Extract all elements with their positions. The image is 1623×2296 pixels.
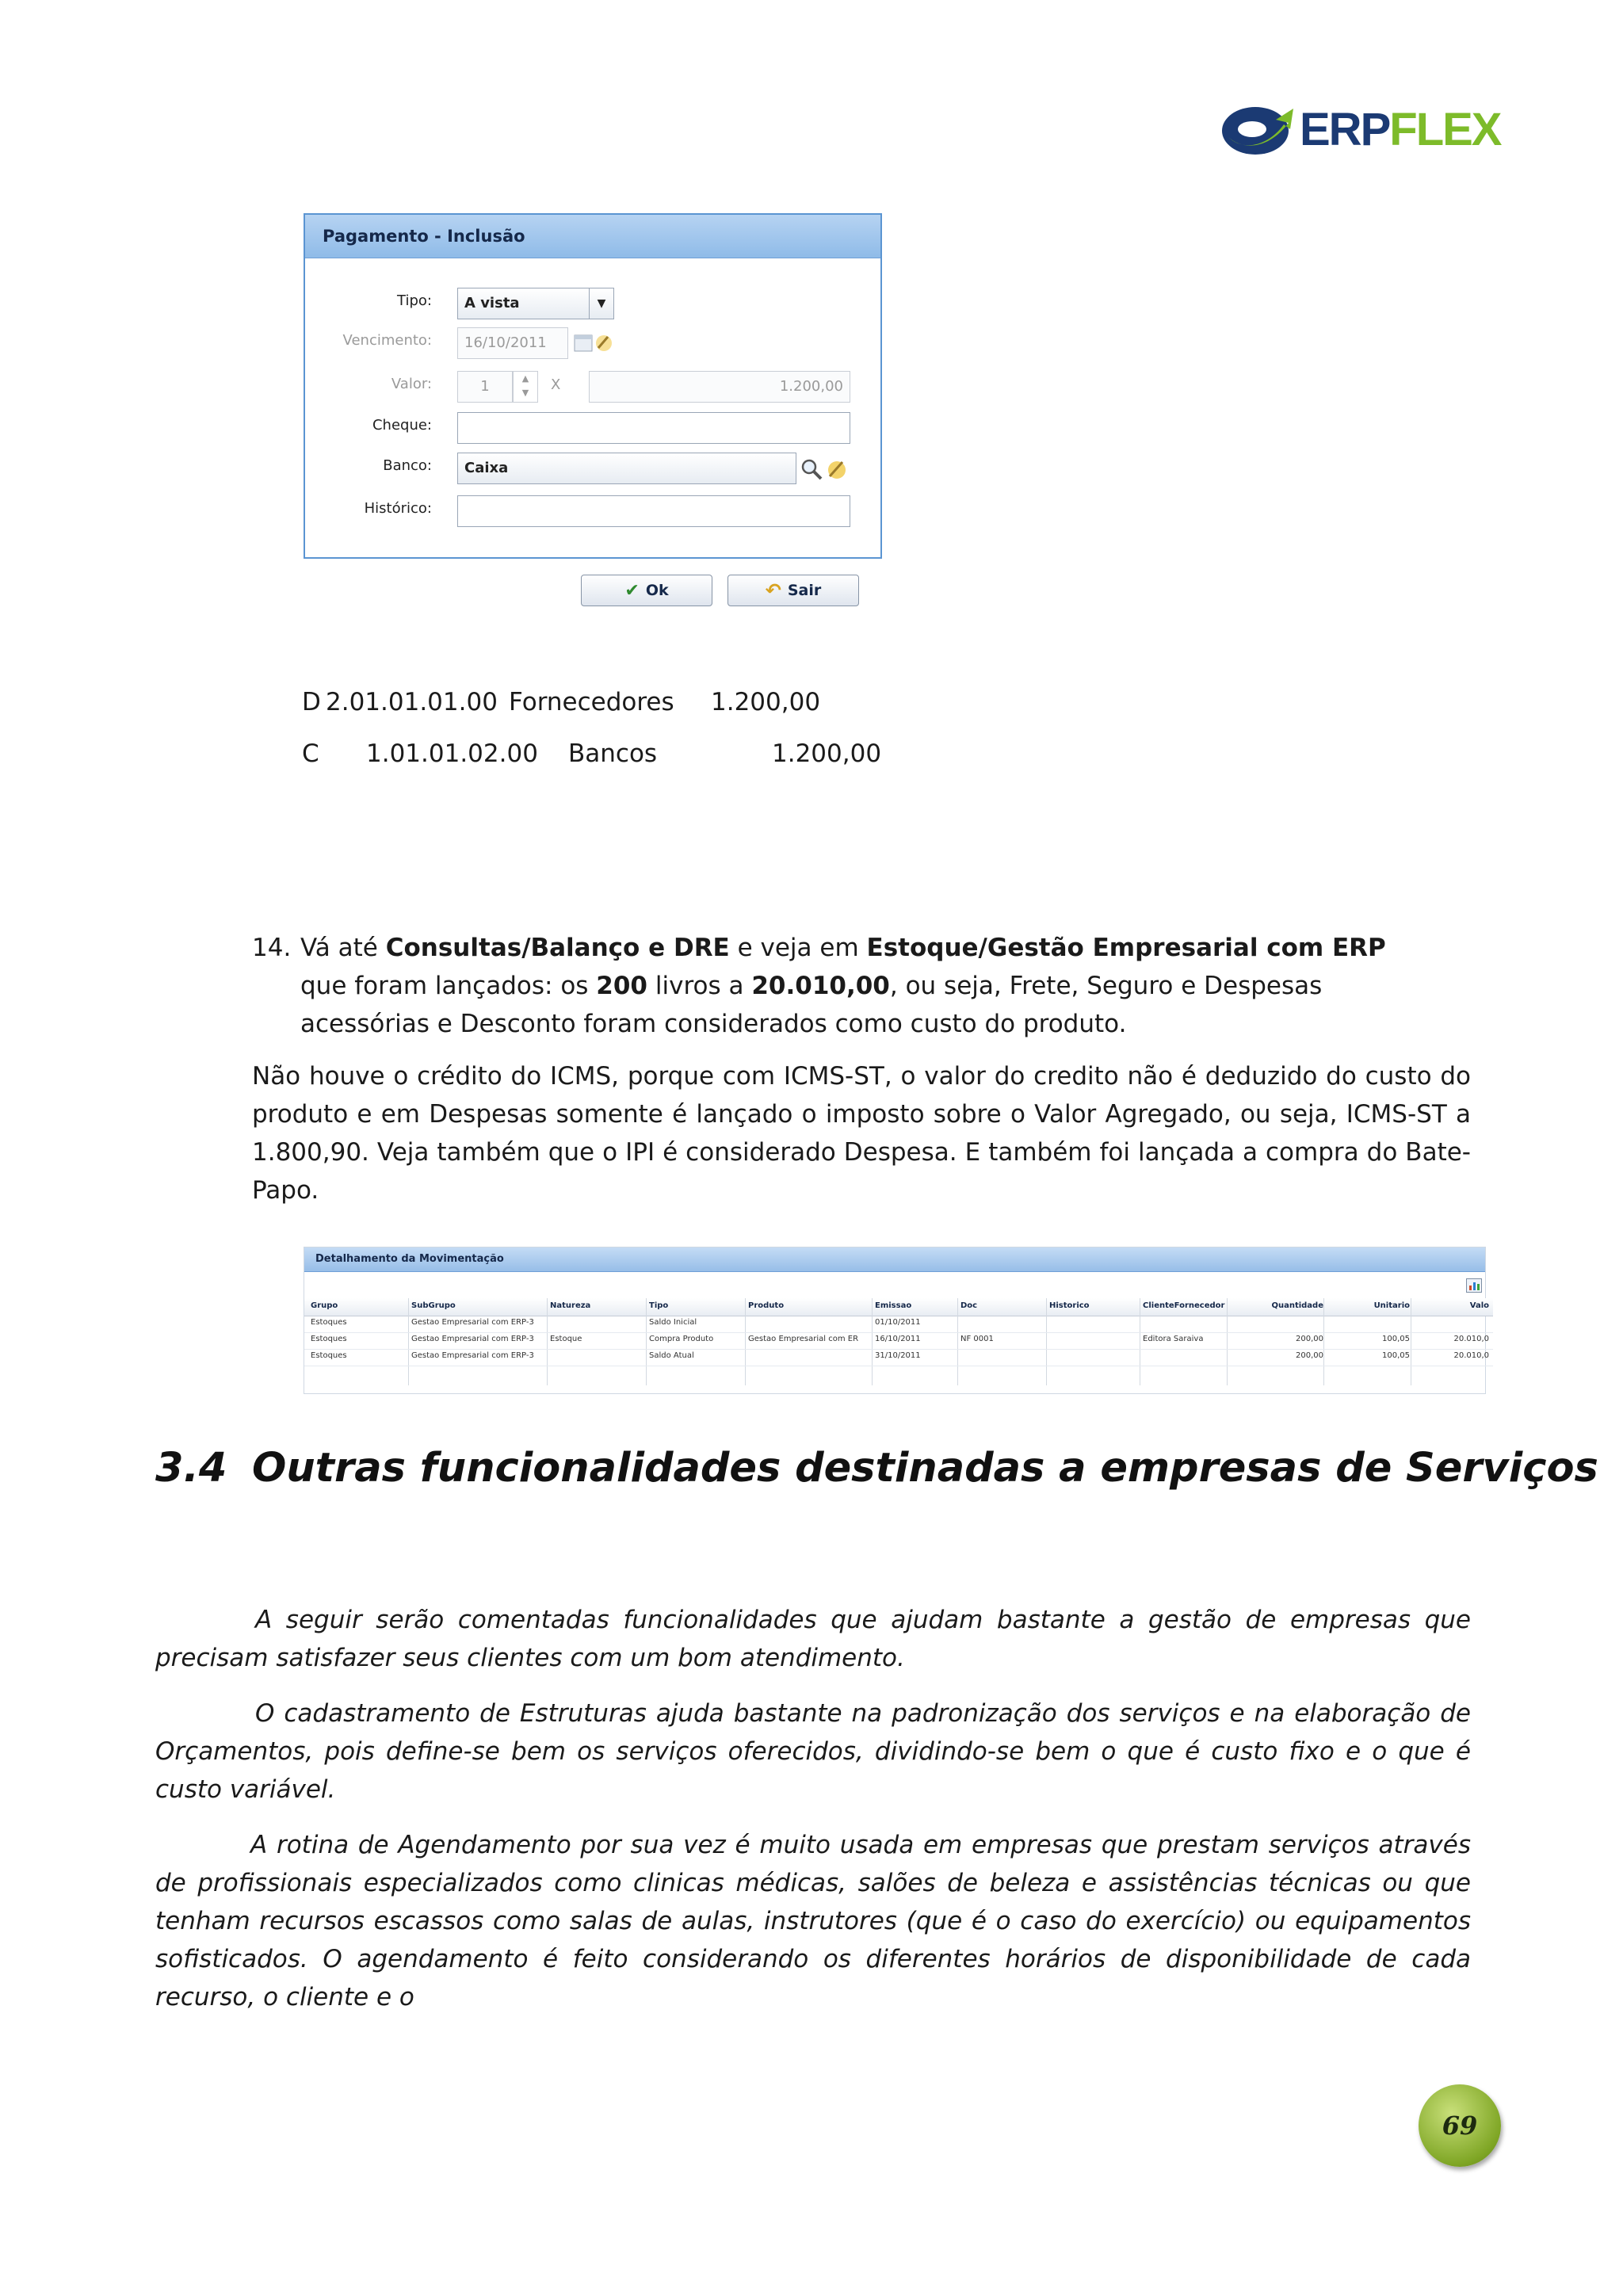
valor-label: Valor: [391, 376, 432, 392]
column-divider [1227, 1298, 1228, 1385]
clear-broom-icon [594, 332, 614, 353]
entry-value: 1.200,00 [711, 688, 821, 716]
checkmark-icon: ✔ [624, 580, 640, 601]
section-heading [155, 1445, 1598, 1492]
table-cell: 200,00 [1296, 1335, 1323, 1343]
vencimento-field: 16/10/2011 [457, 327, 568, 359]
chevron-down-icon[interactable]: ▼ [589, 288, 613, 319]
valor-quantity-field: 1 [457, 371, 513, 403]
table-cell: 100,05 [1382, 1335, 1410, 1343]
quantity-stepper: ▲ ▼ [513, 371, 538, 403]
step-text: livros a [647, 972, 752, 1000]
step-bold: 20.010,00 [751, 972, 890, 1000]
table-cell: 31/10/2011 [875, 1351, 921, 1360]
step-text: Vá até [300, 934, 386, 962]
step-bold: Consultas/Balanço e DRE [385, 934, 730, 962]
column-header[interactable]: Valo [1469, 1301, 1489, 1310]
table-cell: 100,05 [1382, 1351, 1410, 1360]
column-header[interactable]: SubGrupo [411, 1301, 456, 1310]
entry-account: 2.01.01.01.00 [326, 688, 498, 716]
tipo-value: A vista [464, 295, 520, 311]
step-text: , ou seja, Frete, Seguro e Despesas acessórias e Desconto foram considerados como custo do produto. [300, 972, 1323, 1038]
dialog-title: Pagamento - Inclusão [305, 215, 880, 258]
step-bold: 200 [596, 972, 648, 1000]
entry-name: Bancos [568, 739, 658, 768]
section-number: 3.4 [155, 1445, 227, 1492]
table-cell: 20.010,0 [1453, 1335, 1489, 1343]
column-divider [1323, 1298, 1324, 1385]
entry-name: Fornecedores [509, 688, 674, 716]
ok-button[interactable] [581, 575, 712, 606]
step-bold: Estoque/Gestão Empresarial com ERP [866, 934, 1386, 962]
entry-dc: D [302, 688, 321, 716]
table-cell: Gestao Empresarial com ERP-3 [411, 1318, 534, 1327]
historico-input[interactable] [457, 495, 850, 527]
sair-button-label: Sair [787, 582, 822, 599]
dialog-frame [304, 213, 882, 559]
back-arrow-icon: ↶ [765, 579, 781, 602]
entry-value: 1.200,00 [772, 739, 882, 768]
table-cell: Gestao Empresarial com ERP-3 [411, 1335, 534, 1343]
section-title: Outras funcionalidades destinadas a empresas de Serviços [252, 1445, 1598, 1492]
table-cell: 200,00 [1296, 1351, 1323, 1360]
column-header[interactable]: Produto [748, 1301, 785, 1310]
table-cell: Saldo Inicial [649, 1318, 697, 1327]
page-number: 69 [1442, 2111, 1478, 2141]
multiply-sign: X [551, 376, 561, 393]
column-divider [872, 1298, 873, 1385]
table-cell: Estoque [550, 1335, 582, 1343]
row-separator [304, 1349, 1493, 1350]
body-paragraph: A seguir serão comentadas funcionalidades que ajudam bastante a gestão de empresas que precisam satisfazer seus clientes com um bom atendimento. [155, 1606, 1471, 1672]
clear-broom-icon[interactable] [825, 457, 849, 481]
table-cell: Estoques [311, 1351, 347, 1360]
search-icon[interactable] [800, 457, 823, 481]
logo-flex-text: FLEX [1389, 104, 1501, 155]
table-cell: 01/10/2011 [875, 1318, 921, 1327]
column-header[interactable]: Natureza [550, 1301, 591, 1310]
ok-button-label: Ok [645, 582, 669, 599]
cheque-input[interactable] [457, 412, 850, 444]
vencimento-label: Vencimento: [342, 332, 432, 349]
entry-account: 1.01.01.02.00 [366, 739, 538, 768]
column-header[interactable]: Unitario [1373, 1301, 1410, 1310]
column-header[interactable]: ClienteFornecedor [1143, 1301, 1225, 1310]
erpflex-logo [1220, 101, 1501, 159]
logo-swoosh-icon [1220, 102, 1293, 158]
table-toolbar [304, 1272, 1485, 1300]
valor-total-field: 1.200,00 [589, 371, 850, 403]
step-number: 14. [252, 934, 292, 962]
table-cell: Gestao Empresarial com ER [748, 1335, 859, 1343]
column-header[interactable]: Emissao [875, 1301, 912, 1310]
body-paragraph: O cadastramento de Estruturas ajuda bastante na padronização dos serviços e na elaboração de Orçamentos, pois define-se bem os serviços oferecidos, dividindo-se bem o que é custo fixo e o que é custo variável. [155, 1699, 1471, 1804]
column-divider [745, 1298, 746, 1385]
table-cell: Editora Saraiva [1143, 1335, 1204, 1343]
icms-paragraph: Não houve o crédito do ICMS, porque com ICMS-ST, o valor do credito não é deduzido do custo do produto e em Despesas somente é lançado o imposto sobre o Valor Agregado, ou seja, ICMS-ST a 1.800,90. Veja também que o IPI é considerado Despesa. E também foi lançada a compra do Bate-Papo. [252, 1062, 1471, 1205]
table-cell: Saldo Atual [649, 1351, 694, 1360]
column-divider [646, 1298, 647, 1385]
chart-export-icon[interactable] [1466, 1278, 1482, 1293]
table-cell: Estoques [311, 1335, 347, 1343]
calendar-icon [573, 332, 594, 353]
table-cell: NF 0001 [960, 1335, 994, 1343]
column-divider [957, 1298, 958, 1385]
table-cell: Estoques [311, 1318, 347, 1327]
banco-field[interactable]: Caixa [457, 453, 796, 484]
tipo-label: Tipo: [397, 292, 432, 309]
table-title: Detalhamento da Movimentação [304, 1247, 1485, 1272]
page-number-badge [1419, 2084, 1501, 2167]
column-divider [408, 1298, 409, 1385]
row-separator [304, 1332, 1493, 1333]
column-header[interactable]: Historico [1049, 1301, 1090, 1310]
historico-label: Histórico: [364, 500, 432, 517]
column-header[interactable]: Grupo [311, 1301, 338, 1310]
table-cell: 16/10/2011 [875, 1335, 921, 1343]
step-text: que foram lançados: os [300, 972, 597, 1000]
logo-erp-text: ERP [1300, 104, 1390, 155]
table-cell: Compra Produto [649, 1335, 714, 1343]
column-header[interactable]: Tipo [649, 1301, 669, 1310]
banco-label: Banco: [383, 457, 432, 474]
table-cell: Gestao Empresarial com ERP-3 [411, 1351, 534, 1360]
step-text: e veja em [729, 934, 867, 962]
tipo-select[interactable] [457, 288, 614, 319]
entry-dc: C [302, 739, 319, 768]
column-divider [1046, 1298, 1047, 1385]
column-header[interactable]: Doc [960, 1301, 978, 1310]
column-header[interactable]: Quantidade [1271, 1301, 1323, 1310]
column-divider [547, 1298, 548, 1385]
sair-button[interactable] [727, 575, 859, 606]
movement-detail-table [304, 1247, 1489, 1394]
payment-dialog [304, 213, 882, 627]
body-paragraph: A rotina de Agendamento por sua vez é muito usada em empresas que prestam serviços através de profissionais especializados como clinicas médicas, salões de beleza e assistências técnicas ou que tenham recursos escassos como salas de aulas, instrutores (que é o caso do exercício) ou equipamentos sofisticados. O agendamento é feito considerando os diferentes horários de disponibilidade de cada recurso, o cliente e o [155, 1831, 1471, 2011]
step-14-text [300, 929, 1426, 1043]
table-cell: 20.010,0 [1453, 1351, 1489, 1360]
cheque-label: Cheque: [372, 417, 432, 434]
